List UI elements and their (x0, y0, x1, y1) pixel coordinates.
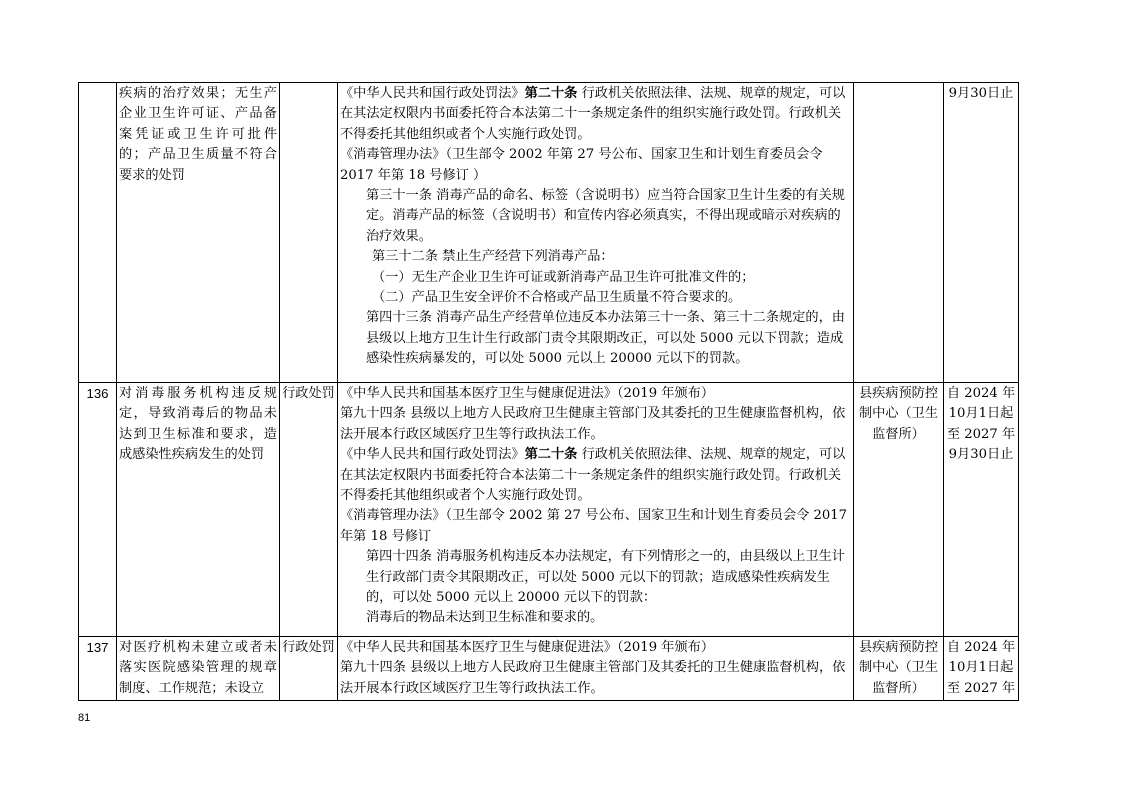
item-name: 疾病的治疗效果；无生产企业卫生许可证、产品备案凭证或卫生许可批件的；产品卫生质量不符合要求的处罚 (117, 83, 280, 383)
basis-paragraph: 第四十三条 消毒产品生产经营单位违反本办法第三十一条、第三十二条规定的，由县级以上地方卫生计生行政部门责令其限期改正，可以处 5000 元以下罚款；造成感染性疾病暴发的，可以处 5000 元以上 20000 元以下的罚款。 (366, 310, 845, 367)
item-category: 行政处罚 (280, 383, 338, 637)
validity-period: 9月30日止 (944, 83, 1019, 383)
item-category: 行政处罚 (280, 637, 338, 701)
basis-paragraph: （一）无生产企业卫生许可证或新消毒产品卫生许可批准文件的； (372, 269, 755, 285)
item-category (280, 83, 338, 383)
enforcing-agency (854, 83, 944, 383)
validity-period: 自 2024 年10月1日起至 2027 年 (944, 637, 1019, 701)
basis-paragraph: 《中华人民共和国基本医疗卫生与健康促进法》（2019 年颁布） (340, 640, 715, 655)
basis-paragraph: 第四十四条 消毒服务机构违反本办法规定，有下列情形之一的，由县级以上卫生计生行政部门责令其限期改正，可以处 5000 元以下的罚款；造成感染性疾病发生的，可以处 5000 元以上 20000 元以下的罚款： (366, 549, 845, 606)
table-row (79, 637, 1019, 701)
row-number: 137 (79, 637, 117, 701)
basis-paragraph: 消毒后的物品未达到卫生标准和要求的。 (366, 610, 604, 626)
basis-paragraph: 第九十四条 县级以上地方人民政府卫生健康主管部门及其委托的卫生健康监督机构，依法开展本行政区域医疗卫生等行政执法工作。 (340, 660, 846, 696)
basis-paragraph: 第九十四条 县级以上地方人民政府卫生健康主管部门及其委托的卫生健康监督机构，依法开展本行政区域医疗卫生等行政执法工作。 (340, 406, 846, 442)
basis-paragraph: 《中华人民共和国行政处罚法》第二十条 行政机关依照法律、法规、规章的规定，可以在其法定权限内书面委托符合本法第二十一条规定条件的组织实施行政处罚。行政机关不得委托其他组织或者个人实施行政处罚。 (340, 447, 846, 504)
legal-basis (338, 83, 854, 383)
enforcing-agency: 县疾病预防控制中心（卫生监督所） (854, 383, 944, 637)
row-number (79, 83, 117, 383)
legal-basis (338, 637, 854, 701)
validity-period: 自 2024 年10月1日起至 2027 年9月30日止 (944, 383, 1019, 637)
table-row (79, 383, 1019, 637)
basis-paragraph: 第三十二条 禁止生产经营下列消毒产品： (372, 249, 614, 265)
page-number: 81 (78, 712, 91, 724)
basis-paragraph: 《中华人民共和国基本医疗卫生与健康促进法》（2019 年颁布） (340, 386, 715, 401)
item-name: 对消毒服务机构违反规定，导致消毒后的物品未达到卫生标准和要求，造成感染性疾病发生的处罚 (117, 383, 280, 637)
basis-paragraph: 第三十一条 消毒产品的命名、标签（含说明书）应当符合国家卫生计生委的有关规定。消毒产品的标签（含说明书）和宣传内容必须真实，不得出现或暗示对疾病的治疗效果。 (366, 188, 845, 244)
item-name: 对医疗机构未建立或者未落实医院感染管理的规章制度、工作规范；未设立 (117, 637, 280, 701)
basis-paragraph: 《中华人民共和国行政处罚法》第二十条 行政机关依照法律、法规、规章的规定，可以在其法定权限内书面委托符合本法第二十一条规定条件的组织实施行政处罚。行政机关不得委托其他组织或者个人实施行政处罚。 (340, 86, 846, 142)
basis-paragraph: 《消毒管理办法》（卫生部令 2002 第 27 号公布、国家卫生和计划生育委员会令 2017 年第 18 号修订 (340, 508, 848, 544)
table-row (79, 83, 1019, 383)
legal-basis (338, 383, 854, 637)
basis-paragraph: （二）产品卫生安全评价不合格或产品卫生质量不符合要求的。 (372, 290, 742, 306)
row-number: 136 (79, 383, 117, 637)
basis-paragraph: 《消毒管理办法》（卫生部令 2002 年第 27 号公布、国家卫生和计划生育委员会令 2017 年第 18 号修订 ） (340, 147, 823, 183)
enforcement-table (78, 82, 1019, 701)
enforcing-agency: 县疾病预防控制中心（卫生监督所） (854, 637, 944, 701)
